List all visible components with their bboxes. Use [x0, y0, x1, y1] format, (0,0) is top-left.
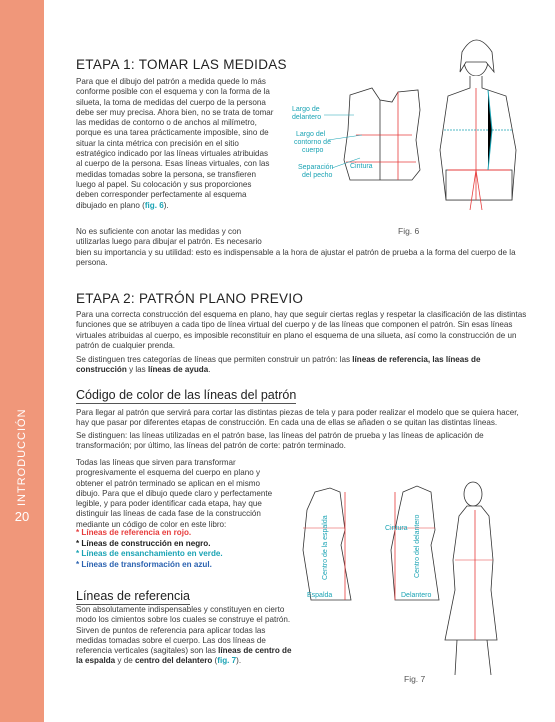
list-item: * Líneas de ensanchamiento en verde.: [76, 549, 223, 559]
codigo-paragraph-1: Para llegar al patrón que servirá para cortar las distintas piezas de tela y para poder realizar el modelo que se quiera hacer, hay que pasar por diferentes etapas de construcción. En cada una de ellas se añaden o se quitan las distintas líneas.: [76, 408, 519, 428]
codigo-paragraph-3: Todas las líneas que sirven para transformar progresivamente el esquema del cuerpo en plano y obtener el patrón terminado se aplican en el mismo dibujo. Para que el dibujo quede claro y perfectamente legible, y para poder identificar cada etapa, hay que distinguir las líneas de cada fase de la construcción mediante un código de color en este libro:: [76, 458, 273, 529]
sidebar: [0, 0, 44, 722]
label-front-center: Centro del delantero: [414, 514, 421, 578]
codigo-paragraph-2: Se distinguen: las líneas utilizadas en el patrón base, las líneas del patrón de prueba y las líneas de aplicación de transformación; por último, las líneas del patrón de corte: patrón terminado.: [76, 431, 484, 451]
etapa2-title: ETAPA 2: PATRÓN PLANO PREVIO: [76, 291, 304, 306]
fig7-illustration: [295, 470, 537, 680]
label-front-width: Largo de delantero: [292, 106, 322, 121]
label-waist: Cintura: [350, 163, 373, 170]
etapa1-title: ETAPA 1: TOMAR LAS MEDIDAS: [76, 57, 287, 72]
fig6-illustration: [280, 30, 532, 245]
etapa2-paragraph-1: Para una correcta construcción del esquema en plano, hay que seguir ciertas reglas y respetar la clasificación de las distintas funciones que se atribuyen a cada tipo de línea virtual del cuerpo y de las líneas que componen el patrón. Sin esas líneas virtuales atribuidas al cuerpo, es imposible reconstituir en plano el esquema de una silueta, así como la construcción de un patrón de cualquier prenda.: [76, 310, 527, 350]
etapa1-paragraph-1: Para que el dibujo del patrón a medida quede lo más conforme posible con el esquema y con la forma de la silueta, la toma de medidas del cuerpo de la persona debe ser muy precisa. Ahora bien, no se trata de tomar las medidas de contorno o de anchos al milímetro, porque es una tarea prácticamente imposible, sino de situar la cinta métrica con precisión en el sitio estratégico indicado por las líneas virtuales atribuidas al cuerpo de la persona. Esas líneas virtuales, con las medidas tomadas sobre la persona, se transfieren luego al papel. Su colocación y sus proporciones deben corresponder perfectamente al esquema dibujado en plano (fig. 6).: [76, 77, 274, 210]
label-back-center: Centro de la espalda: [322, 515, 329, 580]
fig7-caption: Fig. 7: [404, 674, 426, 684]
label-front: Delantero: [401, 592, 432, 599]
referencia-title: Líneas de referencia: [76, 589, 190, 603]
label-back: Espalda: [307, 592, 333, 599]
etapa1-paragraph-2a: No es suficiente con anotar las medidas y con utilizarlas luego para dibujar el patrón. Es necesario: [76, 227, 262, 247]
referencia-paragraph: Son absolutamente indispensables y constituyen en cierto modo los cimientos sobre los cuales se construye el patrón. Sirven de puntos de referencia para aplicar todas las medidas tomadas sobre el cuerpo. Las dos líneas de referencia verticales (sagitales) son las líneas de centro de la espalda y de centro del delantero (fig. 7).: [76, 605, 292, 666]
color-code-list: [76, 528, 223, 570]
etapa1-paragraph-2b: bien su importancia y su utilidad: esto es indispensable a la hora de ajustar el patrón de prueba a la forma del cuerpo de la persona.: [76, 248, 516, 268]
fig6-caption: Fig. 6: [398, 226, 420, 236]
label-waist-7: Cintura: [385, 525, 408, 532]
list-item: * Líneas de referencia en rojo.: [76, 528, 192, 537]
label-chest-sep: Separación del pecho: [298, 164, 334, 179]
label-front-length: Largo del contorno de cuerpo: [294, 131, 331, 154]
codigo-title: Código de color de las líneas del patrón: [76, 388, 297, 402]
list-item: * Líneas de transformación en azul.: [76, 559, 212, 569]
section-label: [16, 466, 28, 506]
page-number: 20: [14, 509, 30, 524]
etapa2-paragraph-2: Se distinguen tres categorías de líneas que permiten construir un patrón: las líneas de referencia, las líneas de construcción y las líneas de ayuda.: [76, 355, 481, 375]
fig7-ref: fig. 7: [217, 656, 237, 666]
fig6-ref: fig. 6: [144, 200, 164, 210]
list-item: * Líneas de construcción en negro.: [76, 538, 211, 548]
